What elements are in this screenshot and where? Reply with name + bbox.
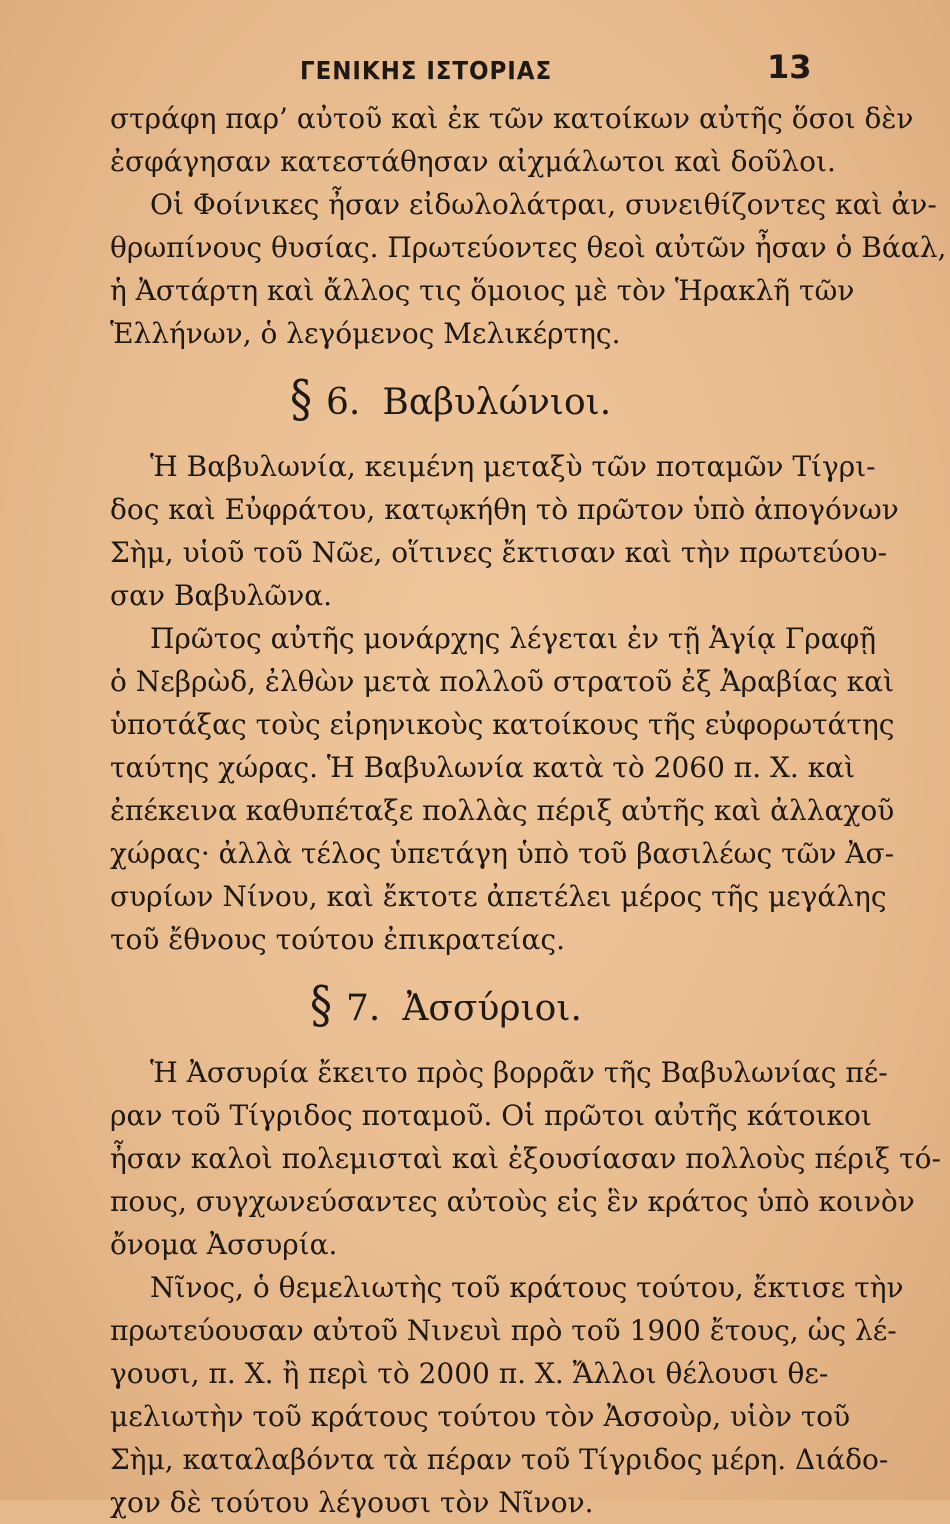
section-heading-babylonians: [110, 355, 820, 445]
text-line: Νῖνος, ὁ θεμελιωτὴς τοῦ κράτους τούτου, ἔκτισε τὴν: [150, 1271, 904, 1304]
text-line: Ἡ Ἀσσυρία ἔκειτο πρὸς βορρᾶν τῆς Βαβυλωνίας πέ-: [150, 1056, 888, 1089]
paragraph-babylonia-history: [110, 617, 895, 961]
text-line: θρωπίνους θυσίας. Πρωτεύοντες θεοὶ αὐτῶν ἦσαν ὁ Βάαλ,: [110, 231, 947, 264]
text-line: ἐσφάγησαν κατεστάθησαν αἰχμάλωτοι καὶ δοῦλοι.: [110, 145, 836, 178]
paragraph-phoenician-religion: [110, 183, 947, 355]
text-line: δος καὶ Εὐφράτου, κατῳκήθη τὸ πρῶτον ὑπὸ ἀπογόνων: [110, 493, 899, 526]
text-line: Ἡ Βαβυλωνία, κειμένη μεταξὺ τῶν ποταμῶν Τίγρι-: [150, 450, 876, 483]
text-line: ὄνομα Ἀσσυρία.: [110, 1228, 338, 1261]
text-line: ραν τοῦ Τίγριδος ποταμοῦ. Οἱ πρῶτοι αὐτῆς κάτοικοι: [110, 1099, 872, 1132]
section-sign: §: [310, 976, 332, 1035]
text-line: σαν Βαβυλῶνα.: [110, 579, 333, 612]
text-line: Σὴμ, υἱοῦ τοῦ Νῶε, οἵτινες ἔκτισαν καὶ τὴν πρωτεύου-: [110, 536, 888, 569]
text-line: Σὴμ, καταλαβόντα τὰ πέραν τοῦ Τίγριδος μέρη. Διάδο-: [110, 1443, 889, 1476]
paragraph-babylonia-location: [110, 445, 899, 617]
running-title: ΓΕΝΙΚΗΣ ΙΣΤΟΡΙΑΣ: [300, 56, 553, 85]
text-line: ὁ Νεβρὼδ, ἐλθὼν μετὰ πολλοῦ στρατοῦ ἐξ Ἀραβίας καὶ: [110, 665, 895, 698]
paragraph-continuation: [110, 97, 914, 183]
section-heading-assyrians: [110, 961, 820, 1051]
text-line: Πρῶτος αὐτῆς μονάρχης λέγεται ἐν τῇ Ἁγίᾳ Γραφῇ: [150, 622, 876, 655]
text-line: πρωτεύουσαν αὐτοῦ Νινευὶ πρὸ τοῦ 1900 ἔτους, ὡς λέ-: [110, 1314, 897, 1347]
text-line: συρίων Νίνου, καὶ ἔκτοτε ἀπετέλει μέρος τῆς μεγάλης: [110, 880, 887, 913]
text-line: στράφη παρ’ αὐτοῦ καὶ ἐκ τῶν κατοίκων αὐτῆς ὅσοι δὲν: [110, 102, 914, 135]
text-line: χώρας· ἀλλὰ τέλος ὑπετάγη ὑπὸ τοῦ βασιλέως τῶν Ἀσ-: [110, 837, 895, 870]
page-body: [110, 97, 947, 1524]
text-line: πους, συγχωνεύσαντες αὐτοὺς εἰς ἓν κράτος ὑπὸ κοινὸν: [110, 1185, 915, 1218]
text-line: ὑποτάξας τοὺς εἰρηνικοὺς κατοίκους τῆς εὐφορωτάτης: [110, 708, 895, 741]
text-line: ἐπέκεινα καθυπέταξε πολλὰς πέριξ αὐτῆς καὶ ἀλλαχοῦ: [110, 794, 895, 827]
text-line: χον δὲ τούτου λέγουσι τὸν Νῖνον.: [110, 1486, 594, 1519]
text-line: ἦσαν καλοὶ πολεμισταὶ καὶ ἐξουσίασαν πολλοὺς πέριξ τό-: [110, 1142, 941, 1175]
text-line: Ἑλλήνων, ὁ λεγόμενος Μελικέρτης.: [110, 317, 621, 350]
section-title: Ἀσσύριοι.: [402, 988, 582, 1029]
page-header: [0, 48, 950, 88]
text-line: ταύτης χώρας. Ἡ Βαβυλωνία κατὰ τὸ 2060 π. Χ. καὶ: [110, 751, 856, 784]
text-line: γουσι, π. Χ. ἢ περὶ τὸ 2000 π. Χ. Ἄλλοι θέλουσι θε-: [110, 1357, 829, 1390]
text-line: ἡ Ἀστάρτη καὶ ἄλλος τις ὅμοιος μὲ τὸν Ἡρακλῆ τῶν: [110, 274, 855, 307]
section-title: Βαβυλώνιοι.: [382, 382, 612, 423]
text-line: Οἱ Φοίνικες ἦσαν εἰδωλολάτραι, συνειθίζοντες καὶ ἀν-: [150, 188, 937, 221]
text-line: μελιωτὴν τοῦ κράτους τούτου τὸν Ἀσσοὺρ, υἱὸν τοῦ: [110, 1400, 851, 1433]
section-number: 6.: [326, 382, 361, 423]
paragraph-ninus: [110, 1266, 904, 1524]
paragraph-assyria-location: [110, 1051, 941, 1266]
text-line: τοῦ ἔθνους τούτου ἐπικρατείας.: [110, 923, 566, 956]
section-number: 7.: [346, 988, 381, 1029]
section-sign: §: [290, 370, 312, 429]
page-number: 13: [767, 48, 812, 86]
